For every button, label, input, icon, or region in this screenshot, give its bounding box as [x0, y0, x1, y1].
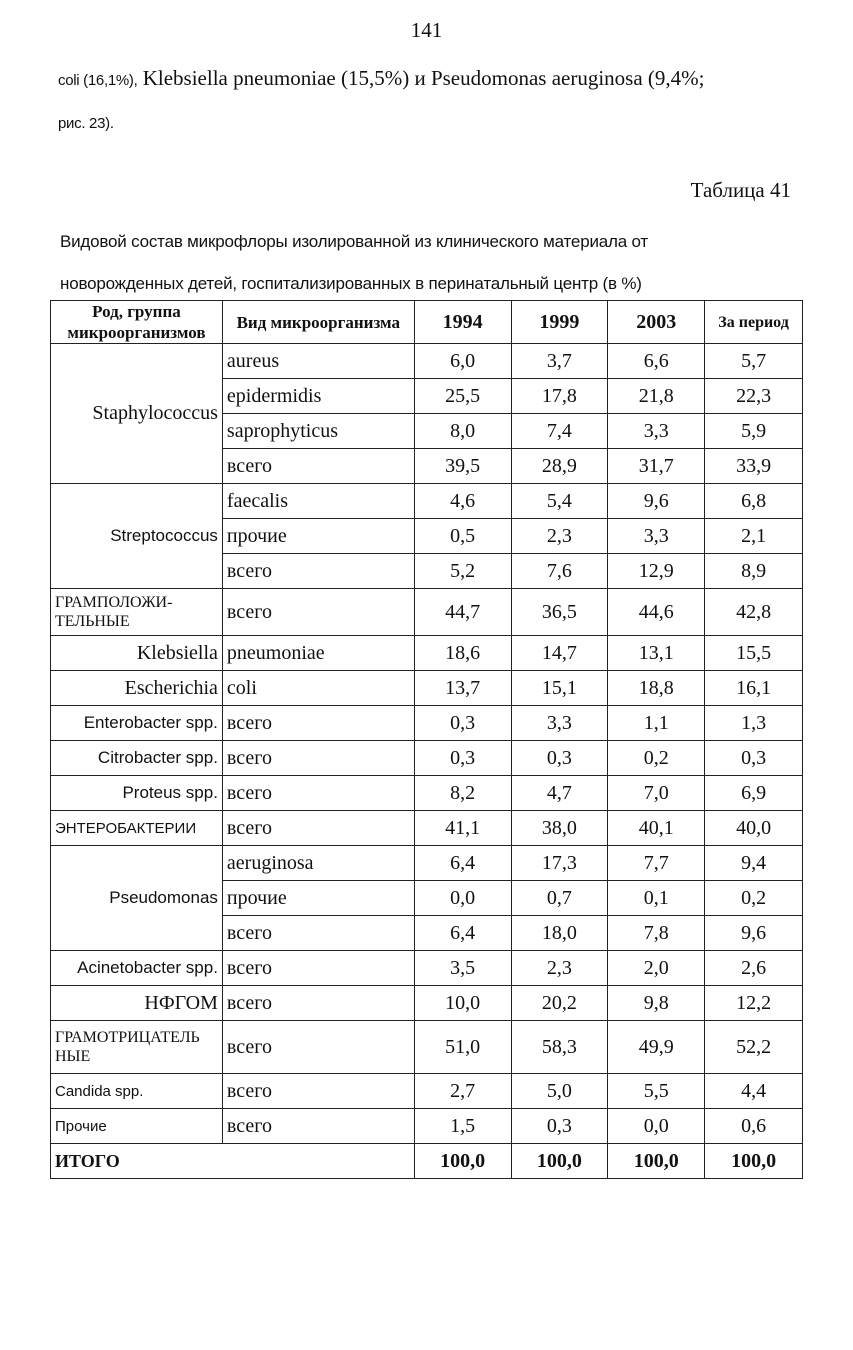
species-cell: прочие [222, 881, 414, 916]
table-total-row [51, 1144, 803, 1179]
table-row [51, 846, 803, 881]
value-1994: 0,3 [414, 741, 511, 776]
value-1994: 8,0 [414, 414, 511, 449]
value-1999: 17,3 [511, 846, 608, 881]
value-2003: 49,9 [608, 1021, 705, 1074]
genus-cell: Citrobacter spp. [51, 741, 223, 776]
value-1994: 3,5 [414, 951, 511, 986]
value-1999: 2,3 [511, 951, 608, 986]
value-1994: 0,5 [414, 519, 511, 554]
species-cell: всего [222, 951, 414, 986]
group-cell: ГРАМПОЛОЖИ-ТЕЛЬНЫЕ [51, 589, 223, 636]
table-row [51, 1109, 803, 1144]
value-1994: 0,0 [414, 881, 511, 916]
value-period: 9,4 [705, 846, 803, 881]
species-cell: faecalis [222, 484, 414, 519]
intro-text-end: рис. 23). [58, 115, 114, 132]
value-1994: 10,0 [414, 986, 511, 1021]
value-1999: 2,3 [511, 519, 608, 554]
value-period: 4,4 [705, 1074, 803, 1109]
value-2003: 13,1 [608, 636, 705, 671]
value-period: 2,1 [705, 519, 803, 554]
table-row [51, 1074, 803, 1109]
genus-cell: НФГОМ [51, 986, 223, 1021]
total-2003: 100,0 [608, 1144, 705, 1179]
value-1994: 25,5 [414, 379, 511, 414]
value-2003: 2,0 [608, 951, 705, 986]
table-row [51, 636, 803, 671]
total-period: 100,0 [705, 1144, 803, 1179]
value-1999: 4,7 [511, 776, 608, 811]
value-2003: 0,2 [608, 741, 705, 776]
table-caption [60, 220, 800, 304]
value-2003: 1,1 [608, 706, 705, 741]
value-period: 5,9 [705, 414, 803, 449]
table-row [51, 811, 803, 846]
table-row [51, 986, 803, 1021]
value-1994: 39,5 [414, 449, 511, 484]
value-1994: 1,5 [414, 1109, 511, 1144]
genus-cell: Прочие [51, 1109, 223, 1144]
value-period: 33,9 [705, 449, 803, 484]
table-row [51, 706, 803, 741]
table-row [51, 484, 803, 519]
caption-line-1: Видовой состав микрофлоры изолированной из клинического материала от [60, 232, 648, 251]
value-1994: 4,6 [414, 484, 511, 519]
value-period: 42,8 [705, 589, 803, 636]
genus-cell: Klebsiella [51, 636, 223, 671]
species-cell: всего [222, 1021, 414, 1074]
species-cell: aeruginosa [222, 846, 414, 881]
value-period: 0,6 [705, 1109, 803, 1144]
value-period: 22,3 [705, 379, 803, 414]
genus-cell: Acinetobacter spp. [51, 951, 223, 986]
value-2003: 7,0 [608, 776, 705, 811]
genus-cell: Pseudomonas [51, 846, 223, 951]
header-1999: 1999 [511, 301, 608, 344]
group-cell: ГРАМОТРИЦАТЕЛЬ НЫЕ [51, 1021, 223, 1074]
header-species: Вид микроорганизма [222, 301, 414, 344]
value-2003: 44,6 [608, 589, 705, 636]
value-1999: 17,8 [511, 379, 608, 414]
value-period: 0,2 [705, 881, 803, 916]
genus-cell: Streptococcus [51, 484, 223, 589]
value-period: 5,7 [705, 344, 803, 379]
value-2003: 0,1 [608, 881, 705, 916]
value-1999: 5,4 [511, 484, 608, 519]
value-period: 6,9 [705, 776, 803, 811]
intro-text-rest: Klebsiella pneumoniae (15,5%) и Pseudomonas aeruginosa (9,4%; [137, 66, 705, 90]
value-1999: 15,1 [511, 671, 608, 706]
species-cell: всего [222, 986, 414, 1021]
value-1999: 3,7 [511, 344, 608, 379]
value-1994: 6,4 [414, 846, 511, 881]
header-period: За период [705, 301, 803, 344]
total-1994: 100,0 [414, 1144, 511, 1179]
value-period: 16,1 [705, 671, 803, 706]
intro-text-start: coli (16,1%), [58, 72, 138, 89]
group-cell: ЭНТЕРОБАКТЕРИИ [51, 811, 223, 846]
table-row [51, 951, 803, 986]
value-1994: 0,3 [414, 706, 511, 741]
header-genus: Род, группа микроорганизмов [51, 301, 223, 344]
total-1999: 100,0 [511, 1144, 608, 1179]
value-1999: 36,5 [511, 589, 608, 636]
genus-cell: Staphylococcus [51, 344, 223, 484]
value-period: 52,2 [705, 1021, 803, 1074]
value-period: 6,8 [705, 484, 803, 519]
table-row [51, 776, 803, 811]
caption-line-2: новорожденных детей, госпитализированных в перинатальный центр (в %) [60, 274, 642, 293]
value-1999: 7,4 [511, 414, 608, 449]
value-period: 2,6 [705, 951, 803, 986]
species-cell: saprophyticus [222, 414, 414, 449]
value-1994: 8,2 [414, 776, 511, 811]
species-cell: прочие [222, 519, 414, 554]
microflora-table [50, 300, 803, 1179]
value-2003: 21,8 [608, 379, 705, 414]
species-cell: всего [222, 741, 414, 776]
value-1999: 14,7 [511, 636, 608, 671]
value-1994: 13,7 [414, 671, 511, 706]
value-1999: 5,0 [511, 1074, 608, 1109]
table-row [51, 344, 803, 379]
table-row [51, 589, 803, 636]
species-cell: всего [222, 776, 414, 811]
value-2003: 6,6 [608, 344, 705, 379]
value-2003: 3,3 [608, 414, 705, 449]
total-label: ИТОГО [51, 1144, 415, 1179]
value-period: 15,5 [705, 636, 803, 671]
species-cell: coli [222, 671, 414, 706]
species-cell: aureus [222, 344, 414, 379]
value-2003: 31,7 [608, 449, 705, 484]
value-1994: 2,7 [414, 1074, 511, 1109]
genus-cell: Escherichia [51, 671, 223, 706]
value-1994: 18,6 [414, 636, 511, 671]
value-1999: 7,6 [511, 554, 608, 589]
value-1999: 18,0 [511, 916, 608, 951]
species-cell: epidermidis [222, 379, 414, 414]
genus-cell: Enterobacter spp. [51, 706, 223, 741]
table-header-row [51, 301, 803, 344]
species-cell: всего [222, 1074, 414, 1109]
genus-cell: Candida spp. [51, 1074, 223, 1109]
genus-cell: Proteus spp. [51, 776, 223, 811]
value-1999: 0,3 [511, 741, 608, 776]
value-period: 1,3 [705, 706, 803, 741]
species-cell: всего [222, 589, 414, 636]
value-2003: 9,6 [608, 484, 705, 519]
species-cell: pneumoniae [222, 636, 414, 671]
value-2003: 7,7 [608, 846, 705, 881]
header-1994: 1994 [414, 301, 511, 344]
table-row [51, 1021, 803, 1074]
value-1994: 6,4 [414, 916, 511, 951]
page-number: 141 [410, 18, 443, 42]
value-1999: 0,3 [511, 1109, 608, 1144]
value-1994: 44,7 [414, 589, 511, 636]
value-2003: 0,0 [608, 1109, 705, 1144]
value-1999: 3,3 [511, 706, 608, 741]
value-2003: 7,8 [608, 916, 705, 951]
value-period: 0,3 [705, 741, 803, 776]
species-cell: всего [222, 811, 414, 846]
species-cell: всего [222, 916, 414, 951]
value-2003: 40,1 [608, 811, 705, 846]
value-1994: 51,0 [414, 1021, 511, 1074]
header-2003: 2003 [608, 301, 705, 344]
value-2003: 18,8 [608, 671, 705, 706]
table-row [51, 671, 803, 706]
value-2003: 9,8 [608, 986, 705, 1021]
value-1999: 58,3 [511, 1021, 608, 1074]
value-2003: 3,3 [608, 519, 705, 554]
value-2003: 5,5 [608, 1074, 705, 1109]
value-period: 40,0 [705, 811, 803, 846]
species-cell: всего [222, 554, 414, 589]
value-1999: 20,2 [511, 986, 608, 1021]
table-row [51, 741, 803, 776]
value-1994: 41,1 [414, 811, 511, 846]
value-1994: 6,0 [414, 344, 511, 379]
value-1999: 0,7 [511, 881, 608, 916]
value-1999: 38,0 [511, 811, 608, 846]
species-cell: всего [222, 449, 414, 484]
value-period: 12,2 [705, 986, 803, 1021]
table-label: Таблица 41 [690, 178, 791, 202]
value-1999: 28,9 [511, 449, 608, 484]
value-2003: 12,9 [608, 554, 705, 589]
species-cell: всего [222, 1109, 414, 1144]
value-period: 9,6 [705, 916, 803, 951]
species-cell: всего [222, 706, 414, 741]
value-period: 8,9 [705, 554, 803, 589]
value-1994: 5,2 [414, 554, 511, 589]
intro-paragraph [58, 58, 798, 144]
